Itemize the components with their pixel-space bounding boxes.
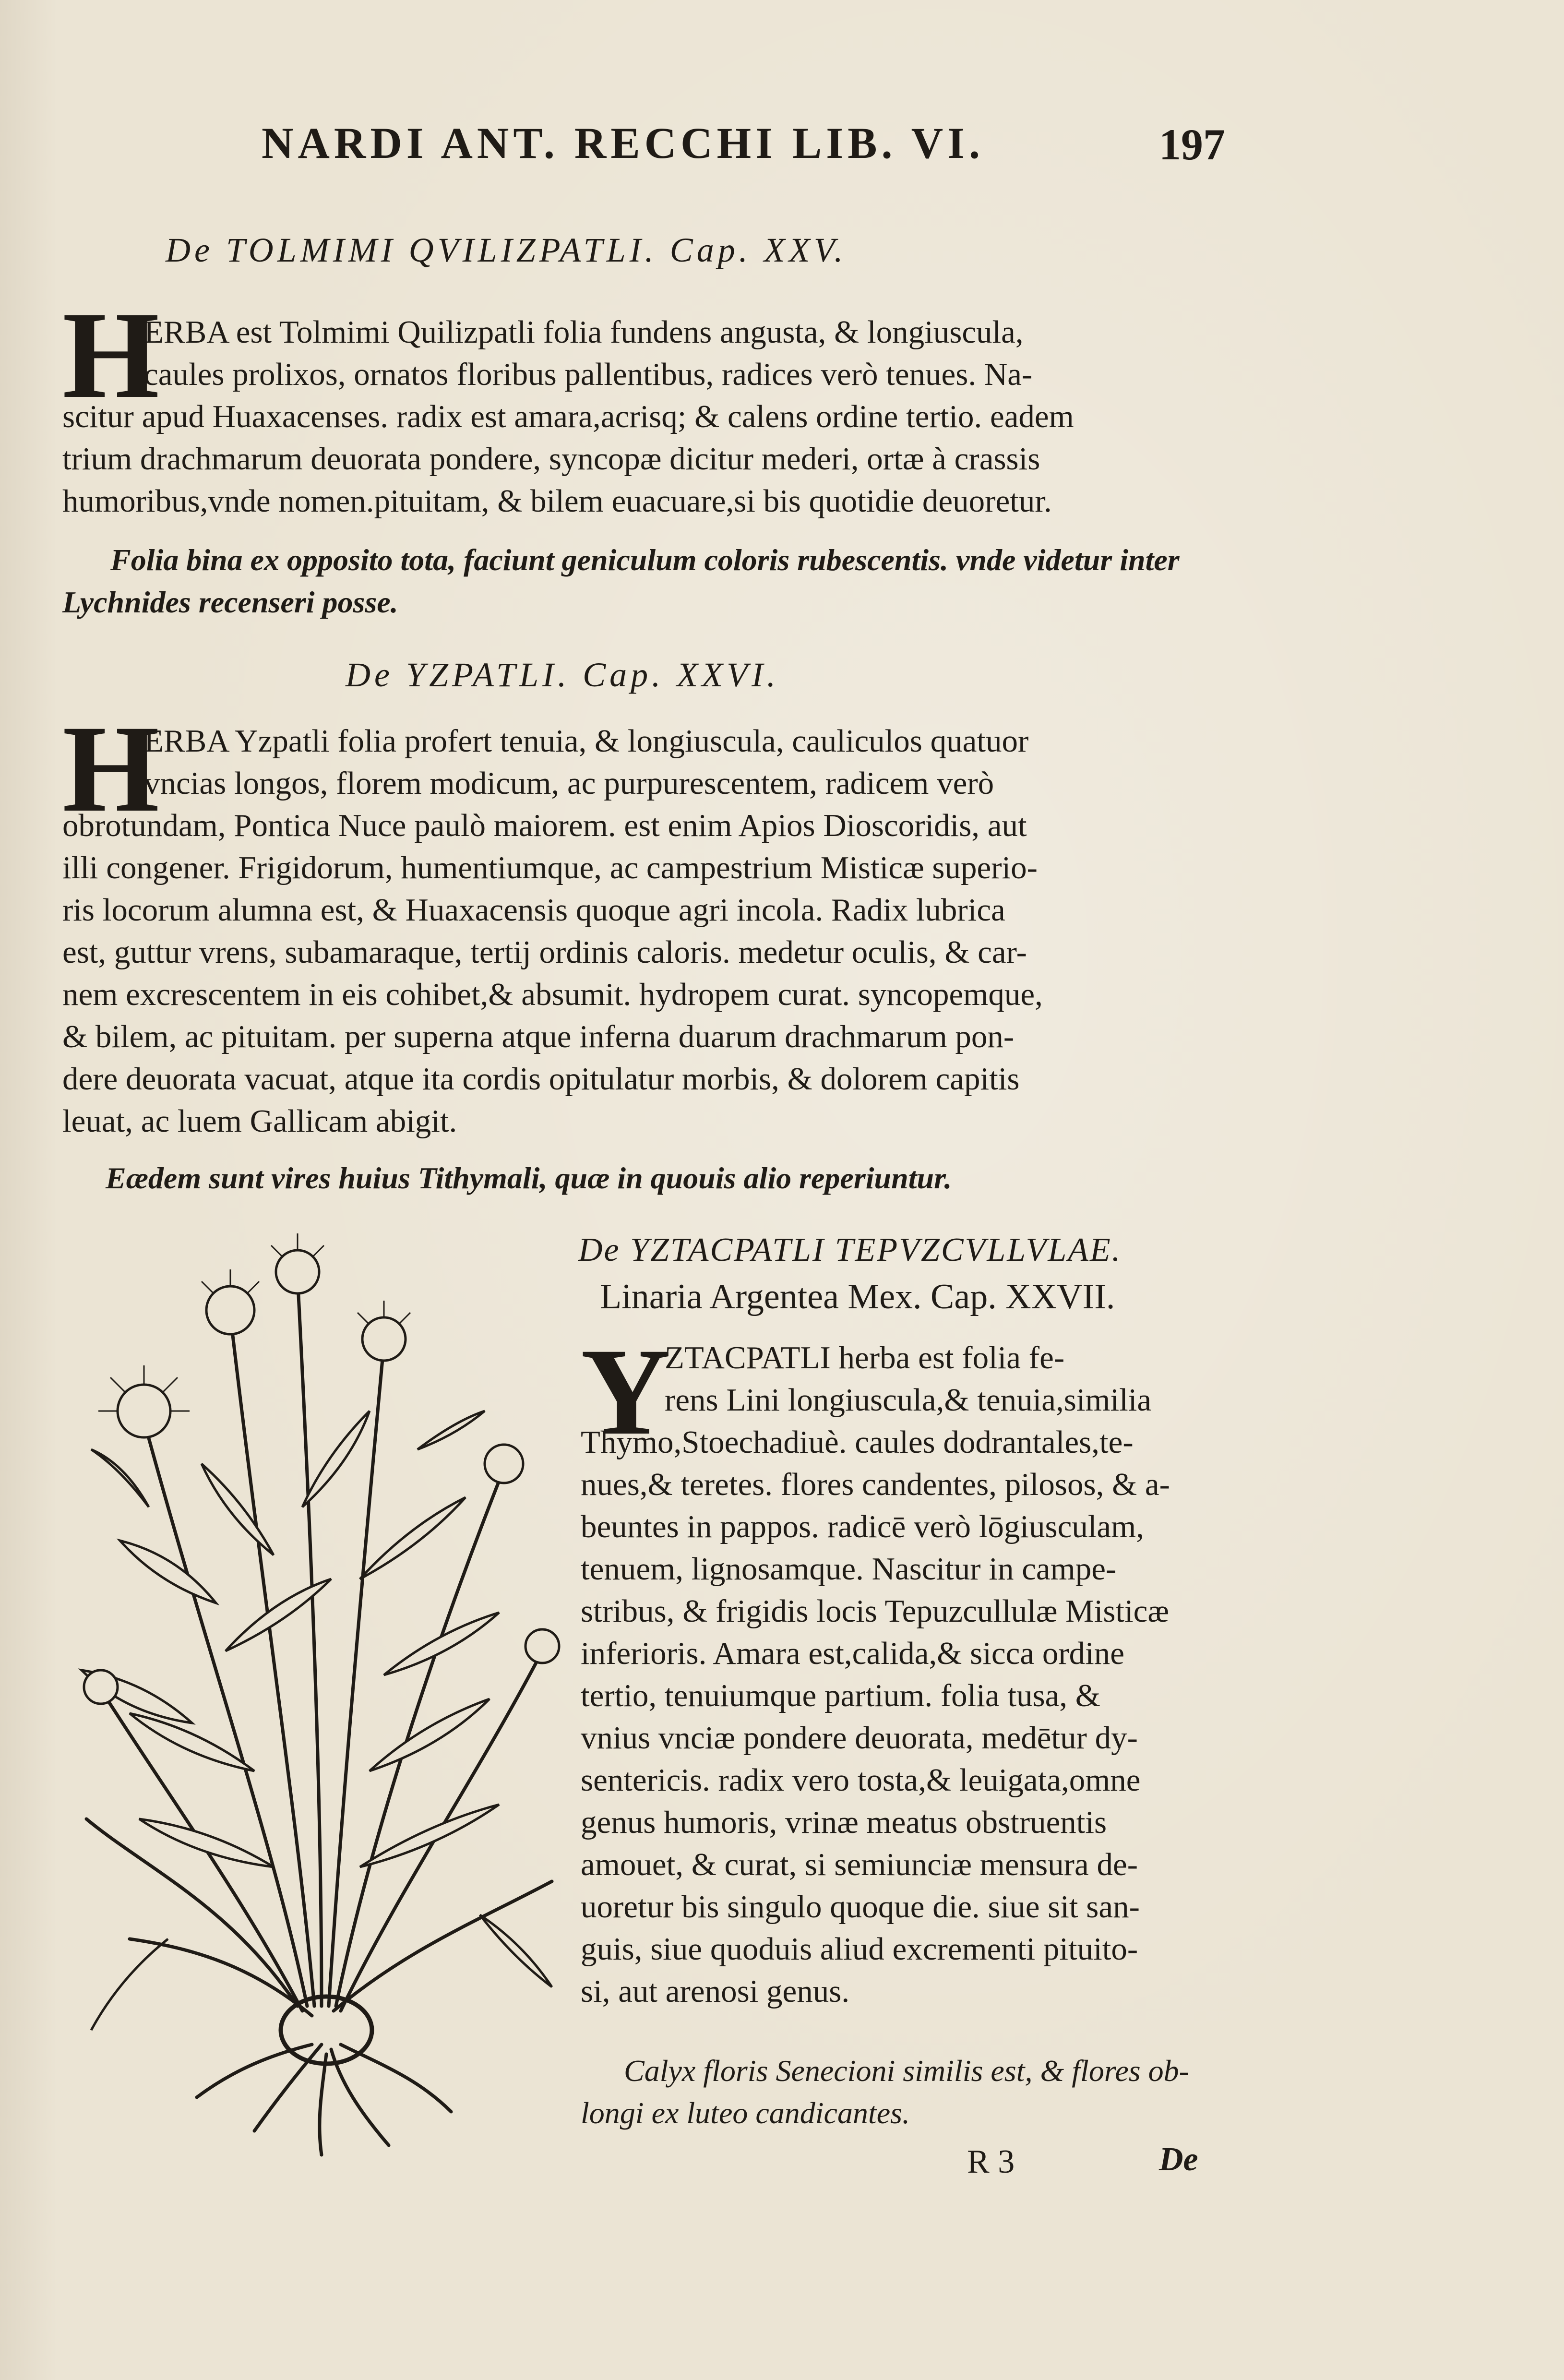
- text-line: guis, siue quoduis aliud excrementi pituito-: [581, 1931, 1138, 1967]
- text-line: illi congener. Frigidorum, humentiumque, ac campestrium Misticæ superio-: [62, 850, 1038, 885]
- text-line: ERBA Yzpatli folia profert tenuia, & longiuscula, cauliculos quatuor: [144, 723, 1029, 759]
- text-line: Thymo,Stoechadiuè. caules dodrantales,te-: [581, 1424, 1134, 1460]
- text-line: caules prolixos, ornatos floribus pallentibus, radices verò tenues. Na-: [144, 357, 1033, 392]
- text-line: & bilem, ac pituitam. per superna atque inferna duarum drachmarum pon-: [62, 1019, 1015, 1054]
- chapter-body: [144, 311, 1032, 395]
- text-line: ris locorum alumna est, & Huaxacensis quoque agri incola. Radix lubrica: [62, 892, 1005, 928]
- text-line: ERBA est Tolmimi Quilizpatli folia fundens angusta, & longiuscula,: [144, 314, 1024, 350]
- text-line: si, aut arenosi genus.: [581, 1973, 850, 2009]
- chapter-body: [665, 1337, 1151, 1421]
- text-line: beuntes in pappos. radicē verò lōgiusculam,: [581, 1509, 1145, 1544]
- text-line: dere deuorata vacuat, atque ita cordis opitulatur morbis, & dolorem capitis: [62, 1061, 1020, 1097]
- text-line: rens Lini longiuscula,& tenuia,similia: [665, 1382, 1152, 1418]
- text-line: ZTACPATLI herba est folia fe-: [665, 1340, 1065, 1375]
- annotation-line: Calyx floris Senecioni similis est, & flores ob-: [624, 2054, 1189, 2088]
- text-line: obrotundam, Pontica Nuce paulò maiorem. est enim Apios Dioscoridis, aut: [62, 808, 1027, 843]
- chapter-title: De TOLMIMI QVILIZPATLI. Cap. XXV.: [166, 231, 847, 269]
- chapter-body: [581, 1421, 1170, 2012]
- text-line: scitur apud Huaxacenses. radix est amara,acrisq; & calens ordine tertio. eadem: [62, 399, 1074, 434]
- drop-cap: H: [62, 286, 160, 424]
- chapter-body: [144, 720, 1028, 804]
- text-line: tenuem, lignosamque. Nascitur in campe-: [581, 1551, 1117, 1587]
- text-line: tertio, tenuiumque partium. folia tusa, &: [581, 1678, 1100, 1713]
- text-line: genus humoris, vrinæ meatus obstruentis: [581, 1805, 1107, 1840]
- signature-mark: R 3: [967, 2143, 1015, 2180]
- drop-cap: H: [62, 700, 160, 838]
- text-line: stribus, & frigidis locis Tepuzcullulæ Misticæ: [581, 1593, 1170, 1629]
- drop-cap: Y: [581, 1323, 671, 1461]
- annotation-line: Eædem sunt vires huius Tithymali, quæ in quouis alio reperiuntur.: [106, 1161, 952, 1195]
- chapter-body: [62, 395, 1074, 522]
- text-line: leuat, ac luem Gallicam abigit.: [62, 1103, 457, 1139]
- annotation-line: Folia bina ex opposito tota, faciunt geniculum coloris rubescentis. vnde videtur inter: [110, 543, 1180, 577]
- running-head: NARDI ANT. RECCHI LIB. VI.: [262, 119, 985, 167]
- chapter-subtitle: Linaria Argentea Mex. Cap. XXVII.: [600, 1277, 1115, 1316]
- catchword: De: [1159, 2141, 1198, 2178]
- text-line: est, guttur vrens, subamaraque, tertij ordinis caloris. medetur oculis, & car-: [62, 934, 1027, 970]
- chapter-title: De YZPATLI. Cap. XXVI.: [346, 656, 780, 694]
- text-line: amouet, & curat, si semiunciæ mensura de-: [581, 1847, 1138, 1882]
- annotation-line: Lychnides recenseri posse.: [62, 585, 398, 619]
- page-number: 197: [1159, 120, 1225, 169]
- text-line: vnius vnciæ pondere deuorata, medētur dy-: [581, 1720, 1138, 1756]
- text-line: humoribus,vnde nomen.pituitam, & bilem euacuare,si bis quotidie deuoretur.: [62, 483, 1052, 519]
- text-line: nues,& teretes. flores candentes, pilosos, & a-: [581, 1467, 1170, 1502]
- text-line: uoretur bis singulo quoque die. siue sit san-: [581, 1889, 1140, 1925]
- text-line: nem excrescentem in eis cohibet,& absumit. hydropem curat. syncopemque,: [62, 977, 1043, 1012]
- annotation-line: longi ex luteo candicantes.: [581, 2096, 910, 2130]
- plant-illustration: [72, 1219, 576, 2160]
- text-line: inferioris. Amara est,calida,& sicca ordine: [581, 1636, 1124, 1671]
- text-line: sentericis. radix vero tosta,& leuigata,omne: [581, 1762, 1141, 1798]
- text-line: vncias longos, florem modicum, ac purpurescentem, radicem verò: [144, 765, 994, 801]
- chapter-body: [62, 804, 1043, 1142]
- text-line: trium drachmarum deuorata pondere, syncopæ dicitur mederi, ortæ à crassis: [62, 441, 1040, 477]
- chapter-title: De YZTACPATLI TEPVZCVLLVLAE.: [578, 1232, 1122, 1268]
